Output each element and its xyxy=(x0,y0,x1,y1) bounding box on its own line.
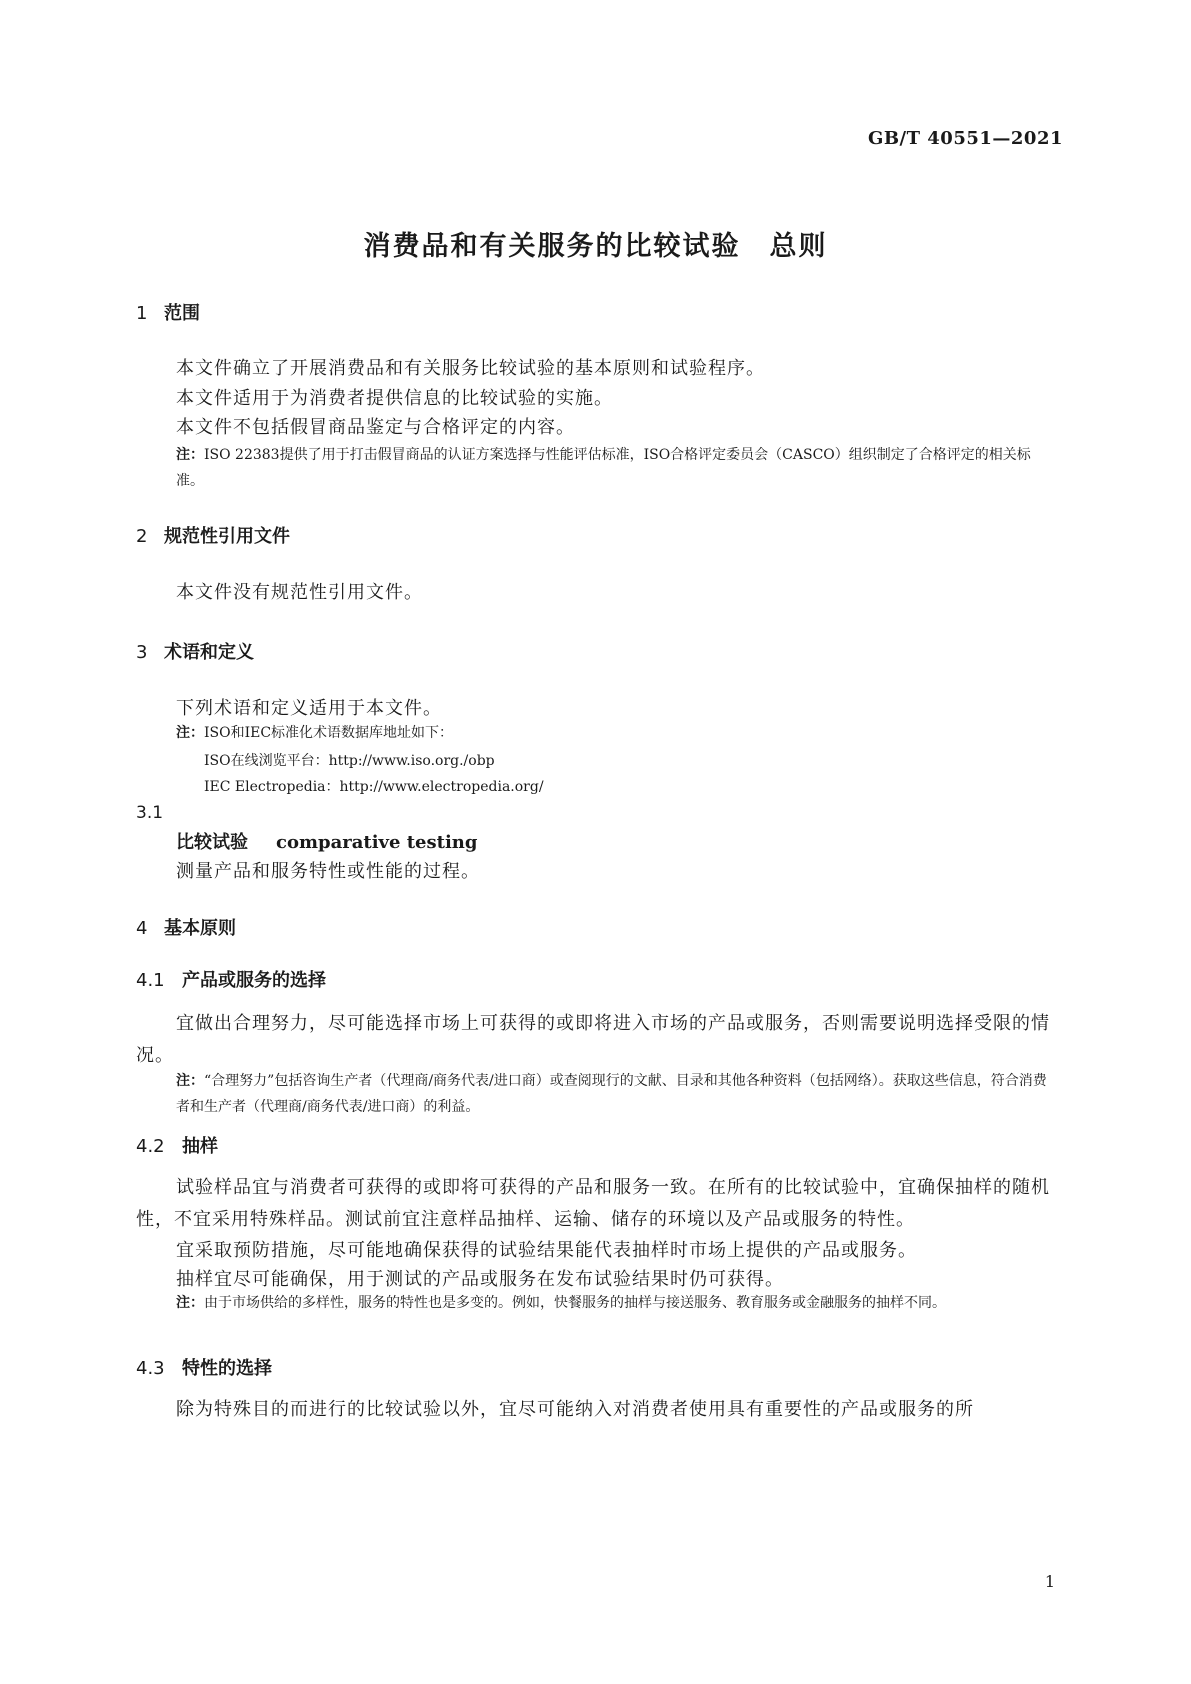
paragraph: 本文件没有规范性引用文件。 xyxy=(176,582,423,603)
paragraph: 下列术语和定义适用于本文件。 xyxy=(176,698,442,719)
term-entry xyxy=(176,828,477,854)
note xyxy=(176,720,1051,746)
page-number: 1 xyxy=(1044,1572,1055,1591)
section-1-heading xyxy=(136,299,200,325)
term-zh: 比较试验 xyxy=(176,832,248,853)
note-label: 注： xyxy=(176,1073,204,1089)
subsection-4-2-heading xyxy=(136,1132,218,1158)
note xyxy=(176,1290,1051,1316)
section-2-heading xyxy=(136,522,290,548)
section-3-heading xyxy=(136,638,254,664)
section-title: 范围 xyxy=(164,303,200,324)
note-label: 注： xyxy=(176,1295,204,1311)
section-4-heading xyxy=(136,914,236,940)
paragraph: 抽样宜尽可能确保，用于测试的产品或服务在发布试验结果时仍可获得。 xyxy=(176,1269,784,1290)
note-line: IEC Electropedia：http://www.electropedia.org/ xyxy=(204,779,544,795)
paragraph: 本文件不包括假冒商品鉴定与合格评定的内容。 xyxy=(176,417,575,438)
section-number: 4 xyxy=(136,918,148,939)
note xyxy=(176,1068,1051,1120)
term-en: comparative testing xyxy=(276,832,478,853)
note xyxy=(176,442,1051,494)
subsection-title: 产品或服务的选择 xyxy=(182,970,326,991)
standard-code: GB/T 40551—2021 xyxy=(867,128,1063,149)
subsection-4-1-heading xyxy=(136,966,326,992)
note-text: ISO和IEC标准化术语数据库地址如下： xyxy=(204,725,454,741)
subsection-number: 4.2 xyxy=(136,1136,165,1157)
note-label: 注： xyxy=(176,725,204,741)
section-title: 术语和定义 xyxy=(164,642,254,663)
note-line: ISO在线浏览平台：http://www.iso.org./obp xyxy=(204,753,495,769)
subsection-4-3-heading xyxy=(136,1354,272,1380)
paragraph: 本文件确立了开展消费品和有关服务比较试验的基本原则和试验程序。 xyxy=(176,358,765,379)
paragraph: 宜做出合理努力，尽可能选择市场上可获得的或即将进入市场的产品或服务，否则需要说明选择受限的情况。 xyxy=(136,1013,1050,1066)
section-number: 1 xyxy=(136,303,148,324)
paragraph: 宜采取预防措施，尽可能地确保获得的试验结果能代表抽样时市场上提供的产品或服务。 xyxy=(176,1240,917,1261)
note-label: 注： xyxy=(176,447,204,463)
subsection-title: 抽样 xyxy=(182,1136,218,1157)
term-number: 3.1 xyxy=(136,803,164,823)
paragraph: 除为特殊目的而进行的比较试验以外，宜尽可能纳入对消费者使用具有重要性的产品或服务的所 xyxy=(176,1399,974,1420)
note-text: “合理努力”包括咨询生产者（代理商/商务代表/进口商）或查阅现行的文献、目录和其他各种资料（包括网络）。获取这些信息，符合消费者和生产者（代理商/商务代表/进口商）的利益。 xyxy=(176,1073,1047,1115)
subsection-title: 特性的选择 xyxy=(182,1358,272,1379)
document-title: 消费品和有关服务的比较试验 总则 xyxy=(363,231,828,262)
section-number: 2 xyxy=(136,526,148,547)
subsection-number: 4.3 xyxy=(136,1358,165,1379)
note-text: 由于市场供给的多样性，服务的特性也是多变的。例如，快餐服务的抽样与接送服务、教育服务或金融服务的抽样不同。 xyxy=(204,1295,946,1311)
paragraph: 试验样品宜与消费者可获得的或即将可获得的产品和服务一致。在所有的比较试验中，宜确保抽样的随机性，不宜采用特殊样品。测试前宜注意样品抽样、运输、储存的环境以及产品或服务的特性。 xyxy=(136,1177,1050,1230)
section-title: 规范性引用文件 xyxy=(164,526,290,547)
note-text: ISO 22383提供了用于打击假冒商品的认证方案选择与性能评估标准，ISO合格评定委员会（CASCO）组织制定了合格评定的相关标准。 xyxy=(176,447,1031,489)
section-number: 3 xyxy=(136,642,148,663)
term-definition: 测量产品和服务特性或性能的过程。 xyxy=(176,861,480,882)
subsection-number: 4.1 xyxy=(136,970,165,991)
paragraph: 本文件适用于为消费者提供信息的比较试验的实施。 xyxy=(176,388,613,409)
section-title: 基本原则 xyxy=(164,918,236,939)
